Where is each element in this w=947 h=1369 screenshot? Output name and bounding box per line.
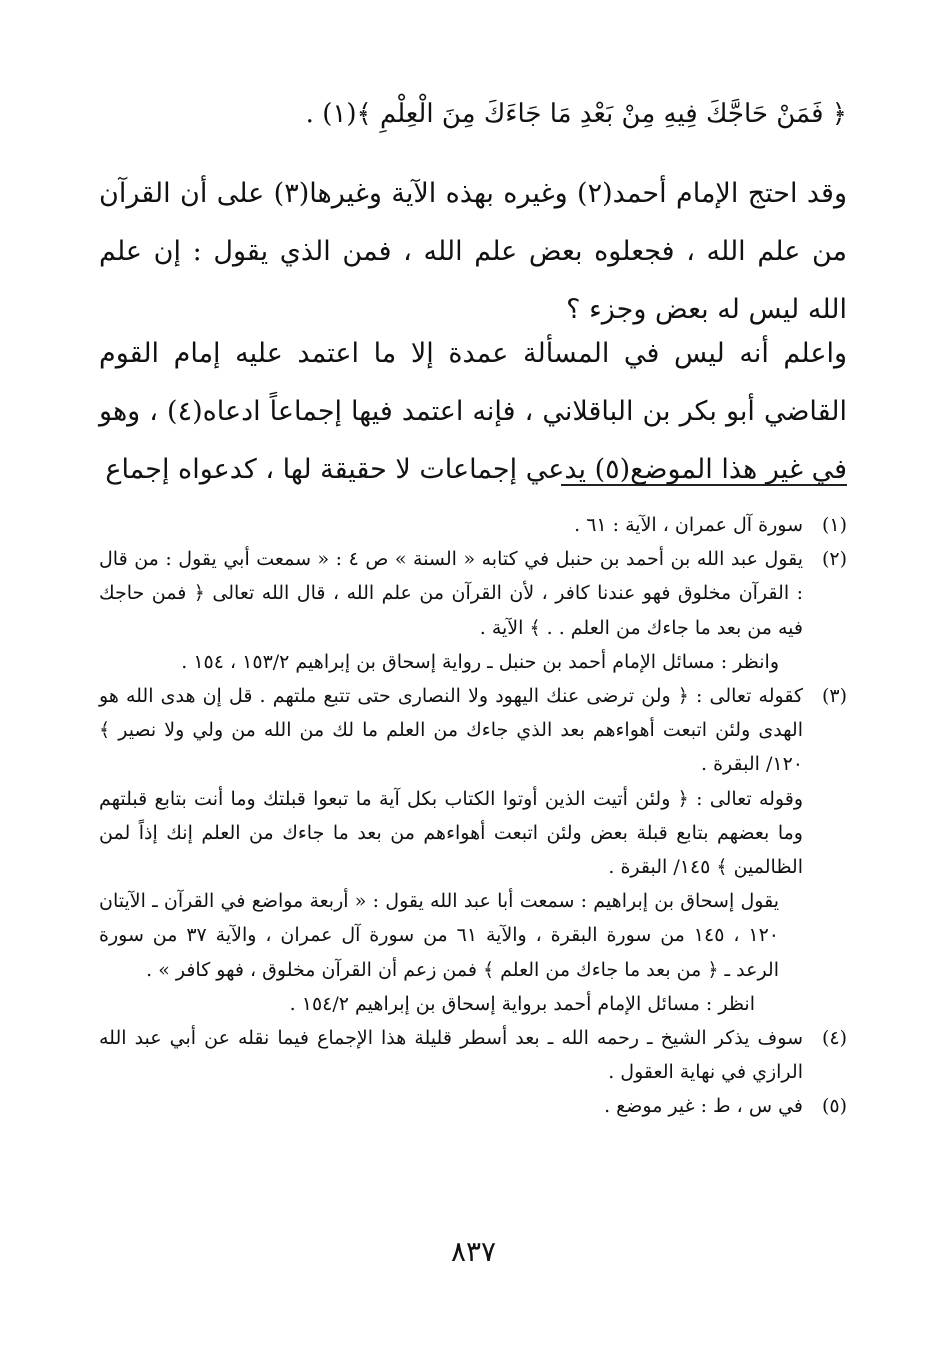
footnote-body bbox=[99, 679, 803, 1021]
footnotes bbox=[99, 508, 847, 1124]
footnote-line: وقوله تعالى : ﴿ ولئن أتيت الذين أوتوا الكتاب بكل آية ما تبعوا قبلتك وما أنت بتابع قبلتهم وما بعضهم بتابع قبلة بعض ولئن اتبعت أهواءهم من بعد ما جاءك من العلم إنك إذاً لمن الظالمين ﴾ ١٤٥/ البقرة . bbox=[99, 787, 803, 879]
page-number: ٨٣٧ bbox=[450, 1235, 497, 1268]
footnote-separator bbox=[561, 484, 847, 486]
footnote-line: وانظر : مسائل الإمام أحمد بن حنبل ـ رواية إسحاق بن إبراهيم ١٥٣/٢ ، ١٥٤ . bbox=[181, 650, 779, 673]
footnote-1 bbox=[99, 508, 847, 542]
footnote-5 bbox=[99, 1089, 847, 1123]
footnote-number: (٢) bbox=[821, 548, 847, 571]
footnote-line: يقول إسحاق بن إبراهيم : سمعت أبا عبد الله يقول : « أربعة مواضع في القرآن ـ الآيتان ١٢٠ ، ١٤٥ من سورة البقرة ، والآية ٦١ من سورة آل عمران ، والآية ٣٧ من سورة الرعد ـ ﴿ من بعد ما جاءك من العلم ﴾ فمن زعم أن القرآن مخلوق ، فهو كافر » . bbox=[99, 890, 779, 981]
footnote-line: سورة آل عمران ، الآية : ٦١ . bbox=[574, 514, 803, 536]
footnote-4 bbox=[99, 1021, 847, 1089]
footnote-number: (١) bbox=[821, 514, 847, 536]
footnote-body bbox=[99, 1089, 803, 1123]
footnote-line: سوف يذكر الشيخ ـ رحمه الله ـ بعد أسطر قليلة هذا الإجماع فيما نقله عن أبي عبد الله الرازي في نهاية العقول . bbox=[99, 1027, 803, 1084]
footnote-body bbox=[99, 1021, 803, 1089]
footnote-body bbox=[99, 542, 803, 679]
quran-verse-line: ﴿ فَمَنْ حَاجَّكَ فِيهِ مِنْ بَعْدِ مَا جَاءَكَ مِنَ الْعِلْمِ ﴾(١) . bbox=[305, 99, 847, 129]
footnote-number: (٥) bbox=[821, 1095, 847, 1118]
footnote-line: كقوله تعالى : ﴿ ولن ترضى عنك اليهود ولا النصارى حتى تتبع ملتهم . قل إن هدى الله هو الهدى ولئن اتبعت أهواءهم بعد الذي جاءك من العلم ما لك من الله من ولي ولا نصير ﴾ ١٢٠/ البقرة . bbox=[99, 685, 803, 776]
footnote-line: انظر : مسائل الإمام أحمد برواية إسحاق بن إبراهيم ١٥٤/٢ . bbox=[289, 992, 755, 1015]
footnote-line: في س ، ط : غير موضع . bbox=[604, 1095, 803, 1118]
footnote-number: (٤) bbox=[821, 1027, 847, 1050]
footnote-body bbox=[99, 508, 803, 542]
paragraph-2: واعلم أنه ليس في المسألة عمدة إلا ما اعتمد عليه إمام القوم القاضي أبو بكر بن الباقلاني ، فإنه اعتمد فيها إجماعاً ادعاه(٤) ، وهو في غير هذا الموضع(٥) يدعي إجماعات لا حقيقة لها ، كدعواه إجماع bbox=[99, 338, 848, 485]
paragraph-1: وقد احتج الإمام أحمد(٢) وغيره بهذه الآية وغيرها(٣) على أن القرآن من علم الله ، فجعلوه بعض علم الله ، فمن الذي يقول : إن علم الله ليس له بعض وجزء ؟ bbox=[99, 178, 847, 325]
footnote-3 bbox=[99, 679, 847, 1021]
footnote-line: يقول عبد الله بن أحمد بن حنبل في كتابه « السنة » ص ٤ : « سمعت أبي يقول : من قال : القرآن مخلوق فهو عندنا كافر ، لأن القرآن من علم الله ، قال الله تعالى ﴿ فمن حاجك فيه من بعد ما جاءك من العلم . . ﴾ الآية . bbox=[99, 548, 803, 639]
footnote-number: (٣) bbox=[821, 685, 847, 708]
footnote-2 bbox=[99, 542, 847, 679]
